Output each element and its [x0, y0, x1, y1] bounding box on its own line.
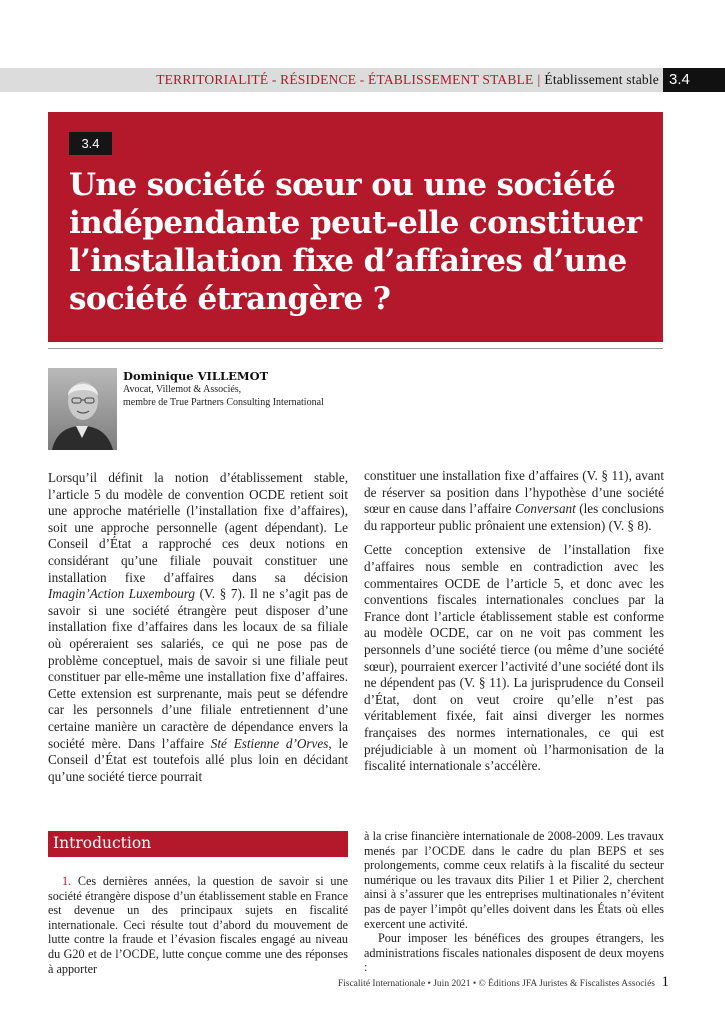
abstract-paragraph [364, 468, 664, 534]
case-name: Sté Estienne d’Orves [210, 735, 329, 751]
body-paragraph: Pour imposer les bénéfices des groupes étrangers, les administrations fiscales nationales disposent de deux moyens : [364, 931, 664, 975]
body-paragraph [48, 874, 348, 976]
abstract-text: (les conclusions du rapporteur public prônaient une extension) (V. § 8). [364, 501, 664, 533]
abstract-text: (V. § 7). Il ne s’agit pas de savoir si une société étrangère peut disposer d’une installation fixe d’affaires dans les locaux de sa filiale où opéreraient ses salariés, ce qui ne pose pas de problème conceptuel, mais de savoir si une filiale peut constituer par elle-même une installation fixe d’affaires. Cette extension est surprenante, mais peut se défendre car les personnels d’une filiale entretiennent d’une certaine manière un caractère de dépendance envers la société mère. Dans l’affaire [48, 586, 349, 751]
abstract-right-column [364, 468, 664, 783]
author-role-line: membre de True Partners Consulting International [123, 396, 324, 408]
abstract-text: , le Conseil d’État est toutefois allé plus loin en décidant qu’une société tierce pourrait [48, 735, 348, 784]
body-right-column [364, 829, 664, 983]
author-name: Dominique VILLEMOT [123, 369, 269, 383]
article-title: Une société sœur ou une société indépendante peut-elle constituer l’installation fixe d’affaires d’une société étrangère ? [69, 167, 642, 317]
title-block [48, 112, 663, 342]
abstract-paragraph [48, 470, 348, 785]
author-role-line: Avocat, Villemot & Associés, [123, 384, 242, 395]
author-photo [48, 368, 117, 450]
abstract-text: constituer une installation fixe d’affaires (V. § 11), avant de réserver sa position dans l’hypothèse d’une société sœur en cause dans l’affaire [364, 468, 664, 517]
section-heading-introduction: Introduction [48, 831, 348, 857]
body-left-column [48, 874, 348, 984]
header-breadcrumb [156, 72, 659, 88]
header-separator: | [537, 72, 541, 87]
header-current-section: Établissement stable [544, 72, 659, 87]
title-divider [48, 348, 663, 349]
body-text: Ces dernières années, la question de savoir si une société étrangère dispose d’un établissement stable en France est devenue un des principaux sujets en fiscalité internationale. Ceci résulte tout d’abord du mouvement de lutte contre la fraude et l’évasion fiscales engagé au niveau du G20 et de l’OCDE, lutte conçue comme une des réponses à apporter [48, 874, 348, 976]
paragraph-number: 1. [62, 874, 72, 888]
case-name: Imagin’Action Luxembourg [48, 586, 195, 602]
abstract-paragraph: Cette conception extensive de l’installation fixe d’affaires nous semble en contradiction avec les commentaires OCDE de l’article 5, et donc avec les conventions fiscales internationales conclues par la France dont l’article établissement stable est conforme au modèle OCDE, car on ne voit pas comment les personnels d’une société tierce (ou même d’une société sœur), pourraient exercer l’activité d’une société dont ils ne dépendent pas (V. § 11). La jurisprudence du Conseil d’État, dont on veut croire qu’elle n’est pas véritablement fixée, fait ainsi diverger les normes françaises des normes internationales, ce qui est préjudiciable à un moment où l’harmonisation de la fiscalité internationale s’accélère. [364, 542, 664, 774]
abstract-left-column [48, 470, 348, 793]
author-affiliation [123, 384, 324, 409]
header-section-path: TERRITORIALITÉ - RÉSIDENCE - ÉTABLISSEMENT STABLE [156, 72, 534, 87]
page-number: 1 [661, 974, 669, 990]
page-footer: Fiscalité Internationale • Juin 2021 • © Éditions JFA Juristes & Fiscalistes Associés [337, 979, 655, 989]
body-paragraph: à la crise financière internationale de 2008-2009. Les travaux menés par l’OCDE dans le cadre du plan BEPS et ses prolongements, comme ceux relatifs à la fiscalité du secteur numérique ou les travaux dits Pilier 1 et Pilier 2, cherchent ainsi à s’assurer que les entreprises multinationales n’évitent pas de payer l’impôt qu’elles doivent dans les États où elles exercent une activité. [364, 829, 664, 931]
abstract-text: Lorsqu’il définit la notion d’établissement stable, l’article 5 du modèle de convention OCDE retient soit une approche matérielle (l’installation fixe d’affaires), soit une approche personnelle (agent dépendant). Le Conseil d’État a rapproché ces deux notions en considérant qu’une filiale pouvait constituer une installation fixe d’affaires dans sa décision [48, 470, 348, 585]
running-header [0, 68, 725, 92]
case-name: Conversant [514, 501, 576, 517]
header-section-number: 3.4 [663, 68, 725, 92]
section-badge: 3.4 [69, 132, 112, 155]
